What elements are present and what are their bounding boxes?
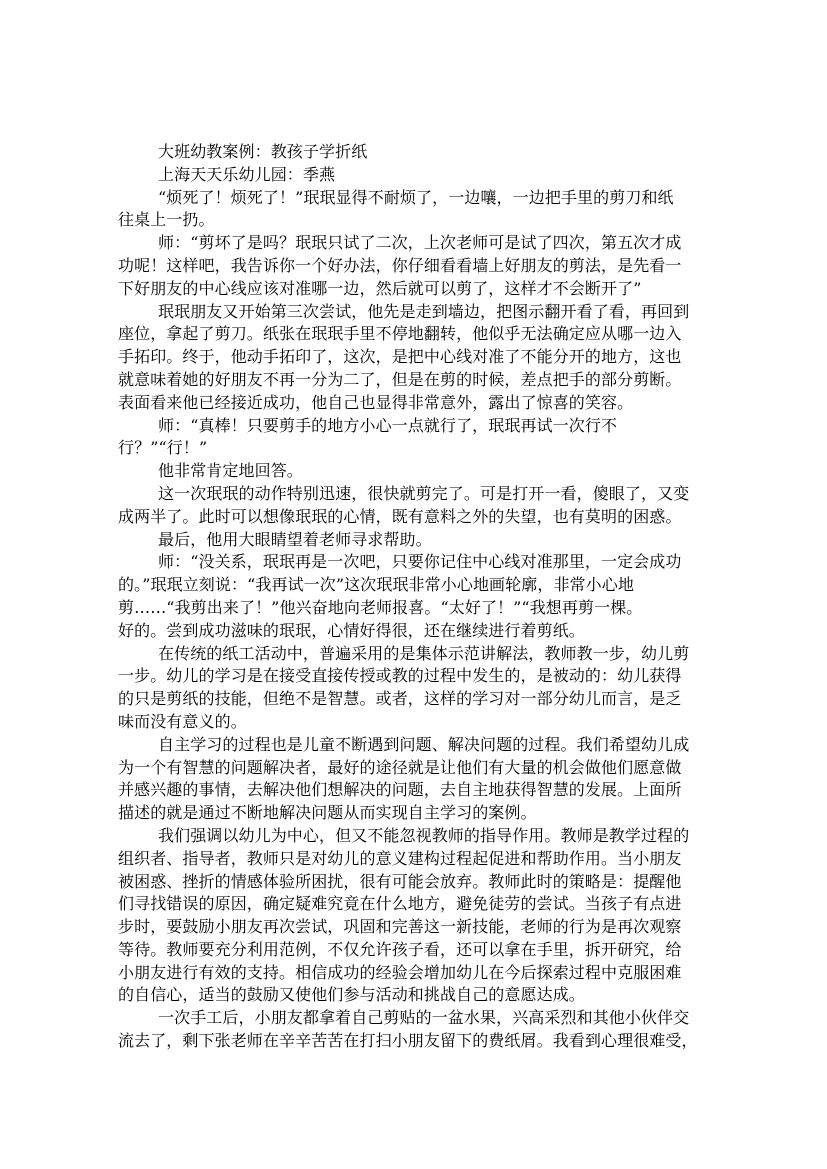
text-line: 味而没有意义的。 xyxy=(118,711,247,731)
text-line: 被困惑、挫折的情感体验所困扰，很有可能会放弃。教师此时的策略是：提醒他 xyxy=(118,871,682,891)
text-line: 功呢！这样吧，我告诉你一个好办法，你仔细看看墙上好朋友的剪法，是先看一 xyxy=(118,255,682,275)
text-line: 的。”珉珉立刻说：“我再试一次”这次珉珉非常小心地画轮廓，非常小心地 xyxy=(118,575,634,595)
text-line: 好的。尝到成功滋味的珉珉，心情好得很，还在继续进行着剪纸。 xyxy=(118,620,585,640)
text-line: 往桌上一扔。 xyxy=(118,210,215,230)
text-line: 一次手工后，小朋友都拿着自己剪贴的一盆水果，兴高采烈和其他小伙伴交 xyxy=(158,1008,690,1028)
text-line: 最后，他用大眼睛望着老师寻求帮助。 xyxy=(158,529,432,549)
text-line: 成两半了。此时可以想像珉珉的心情，既有意料之外的失望，也有莫明的困惑。 xyxy=(118,506,682,526)
text-line: 并感兴趣的事情，去解决他们想解决的问题，去自主地获得智慧的发展。上面所 xyxy=(118,780,682,800)
text-line: 们寻找错误的原因，确定疑难究竟在什么地方，避免徒劳的尝试。当孩子有点进 xyxy=(118,894,682,914)
text-line: 自主学习的过程也是儿童不断遇到问题、解决问题的过程。我们希望幼儿成 xyxy=(158,734,690,754)
text-line: 步时，要鼓励小朋友再次尝试，巩固和完善这一新技能，老师的行为是再次观察 xyxy=(118,917,682,937)
text-line: 表面看来他已经接近成功，他自己也显得非常意外，露出了惊喜的笑容。 xyxy=(118,392,634,412)
text-line: 组织者、指导者，教师只是对幼儿的意义建构过程起促进和帮助作用。当小朋友 xyxy=(118,848,682,868)
text-line: 为一个有智慧的问题解决者，最好的途径就是让他们有大量的机会做他们愿意做 xyxy=(118,757,682,777)
text-line: 的只是剪纸的技能，但绝不是智慧。或者，这样的学习对一部分幼儿而言，是乏 xyxy=(118,689,682,709)
author-line: 上海天天乐幼儿园：季燕 xyxy=(158,164,336,184)
text-line: 手拓印。终于，他动手拓印了，这次，是把中心线对准了不能分开的地方，这也 xyxy=(118,347,682,367)
text-line: 师：“没关系，珉珉再是一次吧，只要你记住中心线对准那里，一定会成功 xyxy=(158,552,682,572)
text-line: 剪……“我剪出来了！”他兴奋地向老师报喜。“太好了！”“我想再剪一棵。 xyxy=(118,597,643,617)
text-line: 的自信心，适当的鼓励又使他们参与活动和挑战自己的意愿达成。 xyxy=(118,985,585,1005)
text-line: 一步。幼儿的学习是在接受直接传授或教的过程中发生的，是被动的：幼儿获得 xyxy=(118,666,682,686)
paragraph-lines xyxy=(118,187,704,1053)
text-line: 我们强调以幼儿为中心，但又不能忽视教师的指导作用。教师是教学过程的 xyxy=(158,825,690,845)
text-line: 师：“剪坏了是吗？珉珉只试了二次，上次老师可是试了四次，第五次才成 xyxy=(158,233,682,253)
text-line: 他非常肯定地回答。 xyxy=(158,461,303,481)
text-line: 珉珉朋友又开始第三次尝试，他先是走到墙边，把图示翻开看了看，再回到 xyxy=(158,301,690,321)
text-line: 下好朋友的中心线应该对准哪一边，然后就可以剪了，这样才不会断开了” xyxy=(118,278,642,298)
text-line: 在传统的纸工活动中，普遍采用的是集体示范讲解法，教师教一步，幼儿剪 xyxy=(158,643,690,663)
text-line: 小朋友进行有效的支持。相信成功的经验会增加幼儿在今后探索过程中克服困难 xyxy=(118,962,682,982)
text-line: 师：“真棒！只要剪手的地方小心一点就行了，珉珉再试一次行不 xyxy=(158,415,618,435)
text-line: 描述的就是通过不断地解决问题从而实现自主学习的案例。 xyxy=(118,803,537,823)
text-line: 行？”“行！” xyxy=(118,438,208,458)
document-body xyxy=(118,141,704,1053)
text-line: 座位，拿起了剪刀。纸张在珉珉手里不停地翻转，他似乎无法确定应从哪一边入 xyxy=(118,324,682,344)
text-line: 等待。教师要充分利用范例，不仅允许孩子看，还可以拿在手里，拆开研究，给 xyxy=(118,939,682,959)
text-line: 这一次珉珉的动作特别迅速，很快就剪完了。可是打开一看，傻眼了，又变 xyxy=(158,483,690,503)
text-line: 就意味着她的好朋友不再一分为二了，但是在剪的时候，差点把手的部分剪断。 xyxy=(118,369,682,389)
text-line: 流去了，剩下张老师在辛辛苦苦在打扫小朋友留下的费纸屑。我看到心理很难受， xyxy=(118,1031,698,1051)
document-title: 大班幼教案例：教孩子学折纸 xyxy=(158,142,368,161)
text-line: “烦死了！烦死了！”珉珉显得不耐烦了，一边嚷，一边把手里的剪刀和纸 xyxy=(158,187,674,207)
